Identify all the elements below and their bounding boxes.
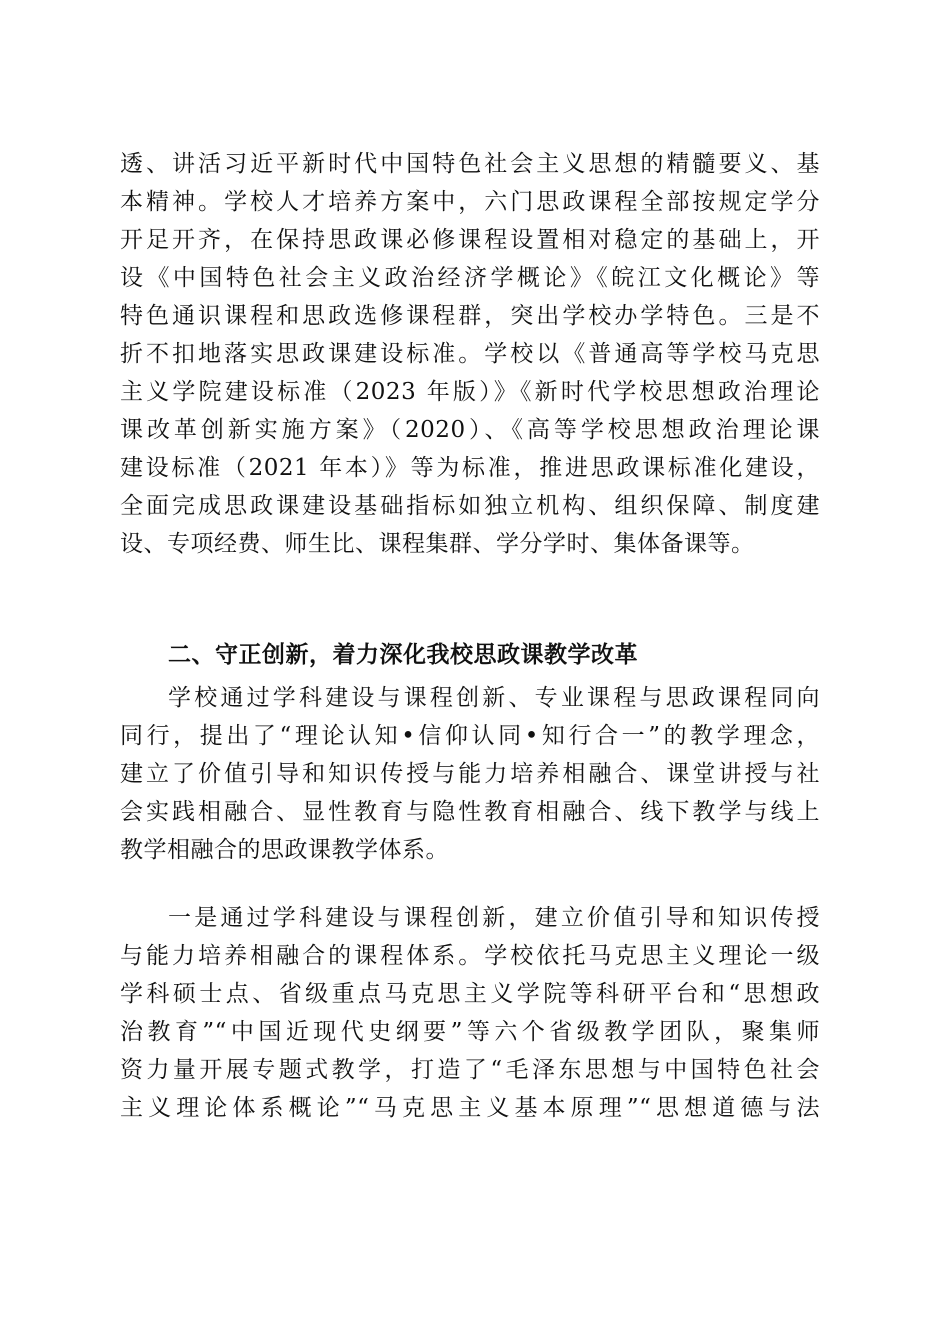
- text-line: 特色通识课程和思政选修课程群，突出学校办学特色。三是不: [120, 303, 820, 329]
- text-line: 资力量开展专题式教学，打造了“毛泽东思想与中国特色社会: [120, 1057, 820, 1083]
- text-line: 折不扣地落实思政课建设标准。学校以《普通高等学校马克思: [120, 341, 820, 367]
- text-line: 透、讲活习近平新时代中国特色社会主义思想的精髓要义、基: [120, 151, 820, 177]
- text-line: 教学相融合的思政课教学体系。: [120, 837, 449, 863]
- text-line: 本精神。学校人才培养方案中，六门思政课程全部按规定学分: [120, 189, 820, 215]
- text-line: 课改革创新实施方案》（2020）、《高等学校思想政治理论课: [120, 417, 820, 443]
- text-line: 与能力培养相融合的课程体系。学校依托马克思主义理论一级: [120, 943, 820, 969]
- text-line: 全面完成思政课建设基础指标如独立机构、组织保障、制度建: [120, 493, 820, 519]
- text-line: 主义理论体系概论”“马克思主义基本原理”“思想道德与法: [120, 1095, 820, 1121]
- text-line: 开足开齐，在保持思政课必修课程设置相对稳定的基础上，开: [120, 227, 820, 253]
- text-line: 学校通过学科建设与课程创新、专业课程与思政课程同向: [168, 685, 820, 711]
- text-line: 设、专项经费、师生比、课程集群、学分学时、集体备课等。: [120, 531, 755, 557]
- text-line: 主义学院建设标准（2023 年版）》《新时代学校思想政治理论: [120, 379, 820, 405]
- text-line: 学科硕士点、省级重点马克思主义学院等科研平台和“思想政: [120, 981, 820, 1007]
- text-line: 会实践相融合、显性教育与隐性教育相融合、线下教学与线上: [120, 799, 820, 825]
- text-line: 一是通过学科建设与课程创新，建立价值引导和知识传授: [168, 905, 820, 931]
- text-line: 治教育”“中国近现代史纲要”等六个省级教学团队，聚集师: [120, 1019, 820, 1045]
- text-line: 建设标准（2021 年本）》等为标准，推进思政课标准化建设，: [120, 455, 820, 481]
- text-line: 设《中国特色社会主义政治经济学概论》《皖江文化概论》等: [120, 265, 820, 291]
- text-line: 同行，提出了“理论认知•信仰认同•知行合一”的教学理念，: [120, 723, 820, 749]
- text-line: 建立了价值引导和知识传授与能力培养相融合、课堂讲授与社: [120, 761, 820, 787]
- section-heading: 二、守正创新，着力深化我校思政课教学改革: [168, 642, 638, 668]
